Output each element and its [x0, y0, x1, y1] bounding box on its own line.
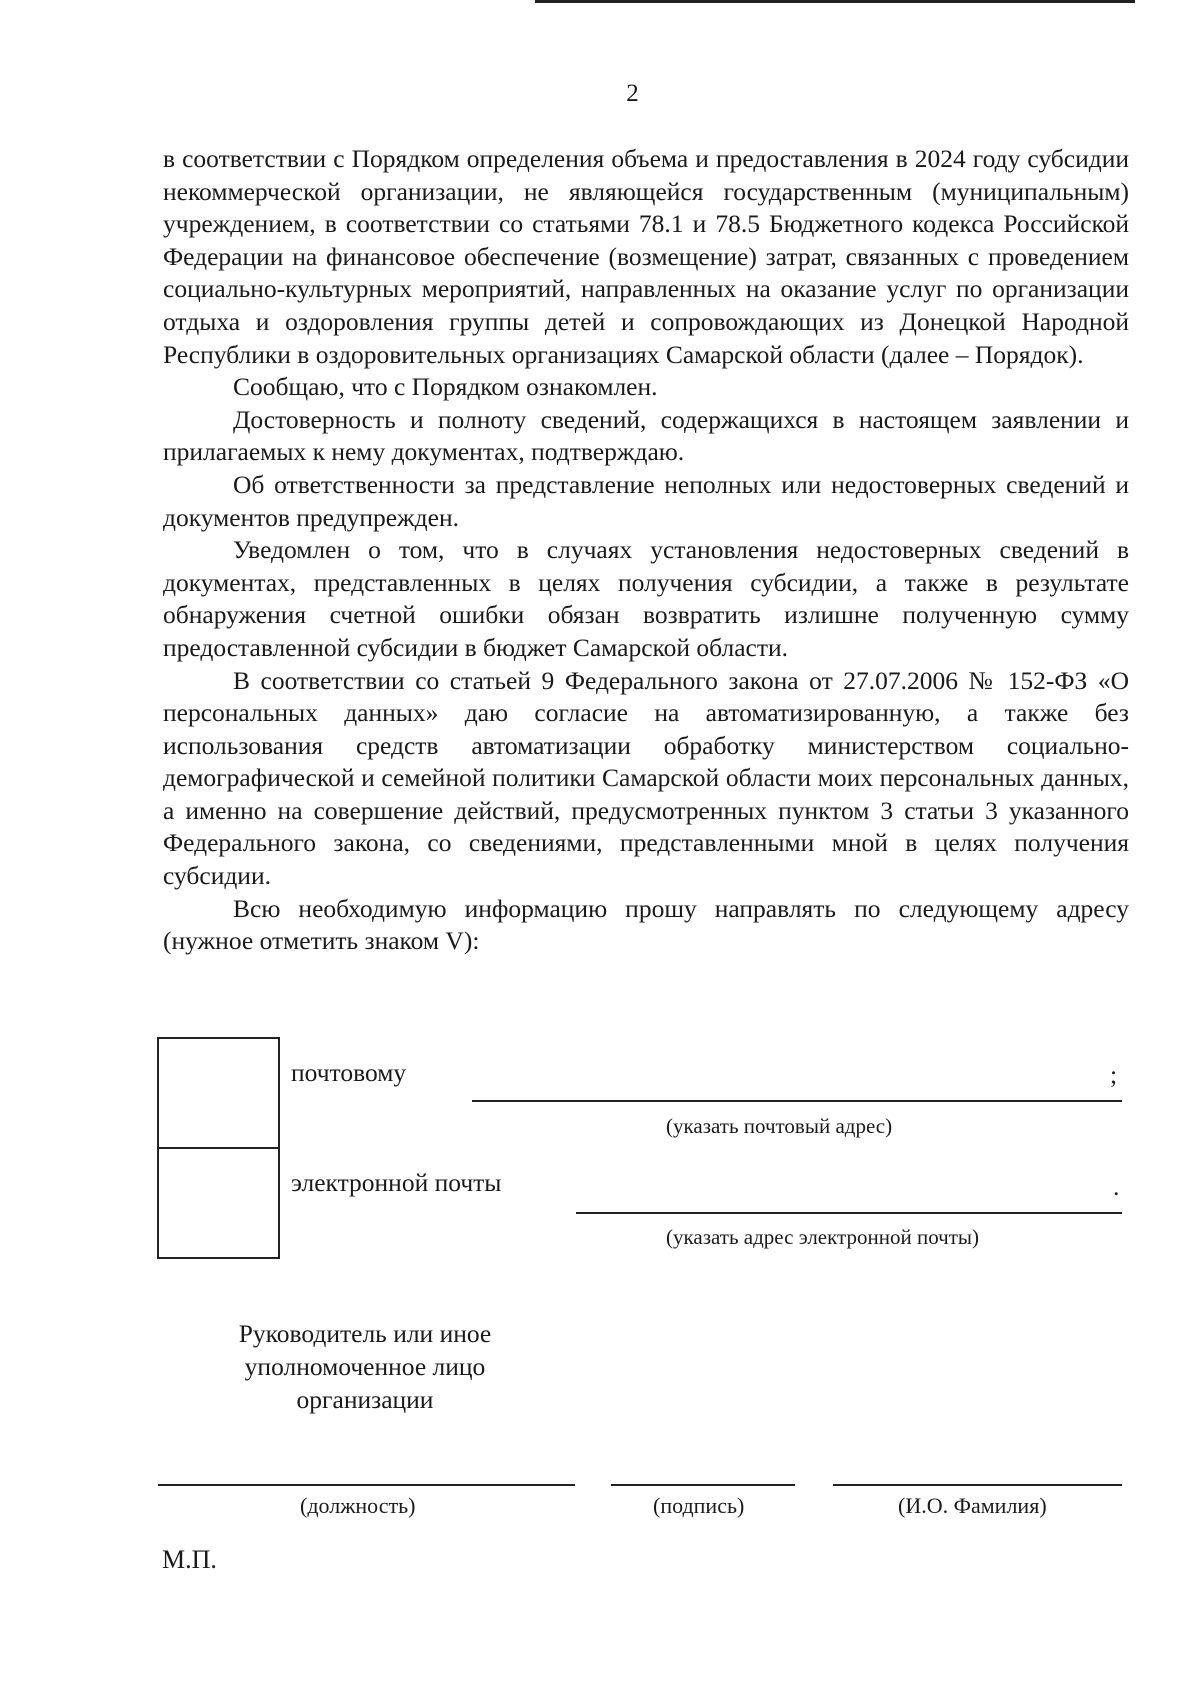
paragraph-acquainted: Сообщаю, что с Порядком ознакомлен. [233, 372, 658, 402]
full-name-line[interactable] [833, 1484, 1122, 1486]
signatory-title-line-3: организации [296, 1385, 434, 1414]
paragraph-personal-data-consent: В соответствии со статьей 9 Федерального закона от 27.07.2006 № 152-ФЗ «О персональных данных» даю согласие на автоматизированную, а также без использования средств автоматизации обработку министерством социально-демографической и семейной политики Самарской области моих персональных данных, а именно на совершение действий, предусмотренных пунктом 3 статьи 3 указанного Федерального закона, со сведениями, представленными мной в целях получения субсидии. [163, 665, 1129, 891]
signatory-title [190, 1317, 540, 1416]
signatory-title-line-1: Руководитель или иное [238, 1319, 492, 1348]
email-hint: (указать адрес электронной почты) [666, 1225, 979, 1249]
postal-address-line[interactable] [472, 1100, 1122, 1102]
signatory-title-line-2: уполномоченное лицо [244, 1352, 486, 1381]
email-checkbox[interactable] [157, 1147, 280, 1259]
body-text [163, 143, 1129, 958]
signature-line[interactable] [611, 1484, 795, 1486]
position-caption: (должность) [300, 1493, 416, 1518]
paragraph-refund-notice: Уведомлен о том, что в случаях установления недостоверных сведений в документах, представленных в целях получения субсидии, а также в результате обнаружения счетной ошибки обязан возвратить излишне полученную сумму предоставленной субсидии в бюджет Самарской области. [163, 535, 1129, 662]
page-number: 2 [626, 80, 639, 107]
scan-top-edge [535, 0, 1135, 3]
paragraph-reliability: Достоверность и полноту сведений, содержащихся в настоящем заявлении и прилагаемых к нему документах, подтверждаю. [163, 404, 1129, 467]
paragraph-address-request: Всю необходимую информацию прошу направлять по следующему адресу (нужное отметить знаком V): [163, 893, 1129, 956]
email-end-mark: . [1113, 1172, 1120, 1201]
postal-end-mark: ; [1110, 1060, 1118, 1089]
paragraph-responsibility: Об ответственности за представление неполных или недостоверных сведений и документов предупрежден. [163, 469, 1129, 532]
full-name-caption: (И.О. Фамилия) [898, 1493, 1047, 1518]
email-address-line[interactable] [576, 1212, 1122, 1214]
stamp-place: М.П. [162, 1545, 217, 1574]
email-label: электронной почты [291, 1168, 502, 1197]
postal-checkbox[interactable] [157, 1037, 280, 1149]
signature-caption: (подпись) [653, 1493, 745, 1518]
paragraph-procedure: в соответствии с Порядком определения объема и предоставления в 2024 году субсидии некоммерческой организации, не являющейся государственным (муниципальным) учреждением, в соответствии со статьями 78.1 и 78.5 Бюджетного кодекса Российской Федерации на финансовое обеспечение (возмещение) затрат, связанных с проведением социально-культурных мероприятий, направленных на оказание услуг по организации отдыха и оздоровления группы детей и сопровождающих из Донецкой Народной Республики в оздоровительных организациях Самарской области (далее – Порядок). [163, 144, 1129, 369]
postal-hint: (указать почтовый адрес) [666, 1114, 893, 1138]
position-line[interactable] [158, 1484, 575, 1486]
postal-label: почтовому [291, 1058, 407, 1087]
